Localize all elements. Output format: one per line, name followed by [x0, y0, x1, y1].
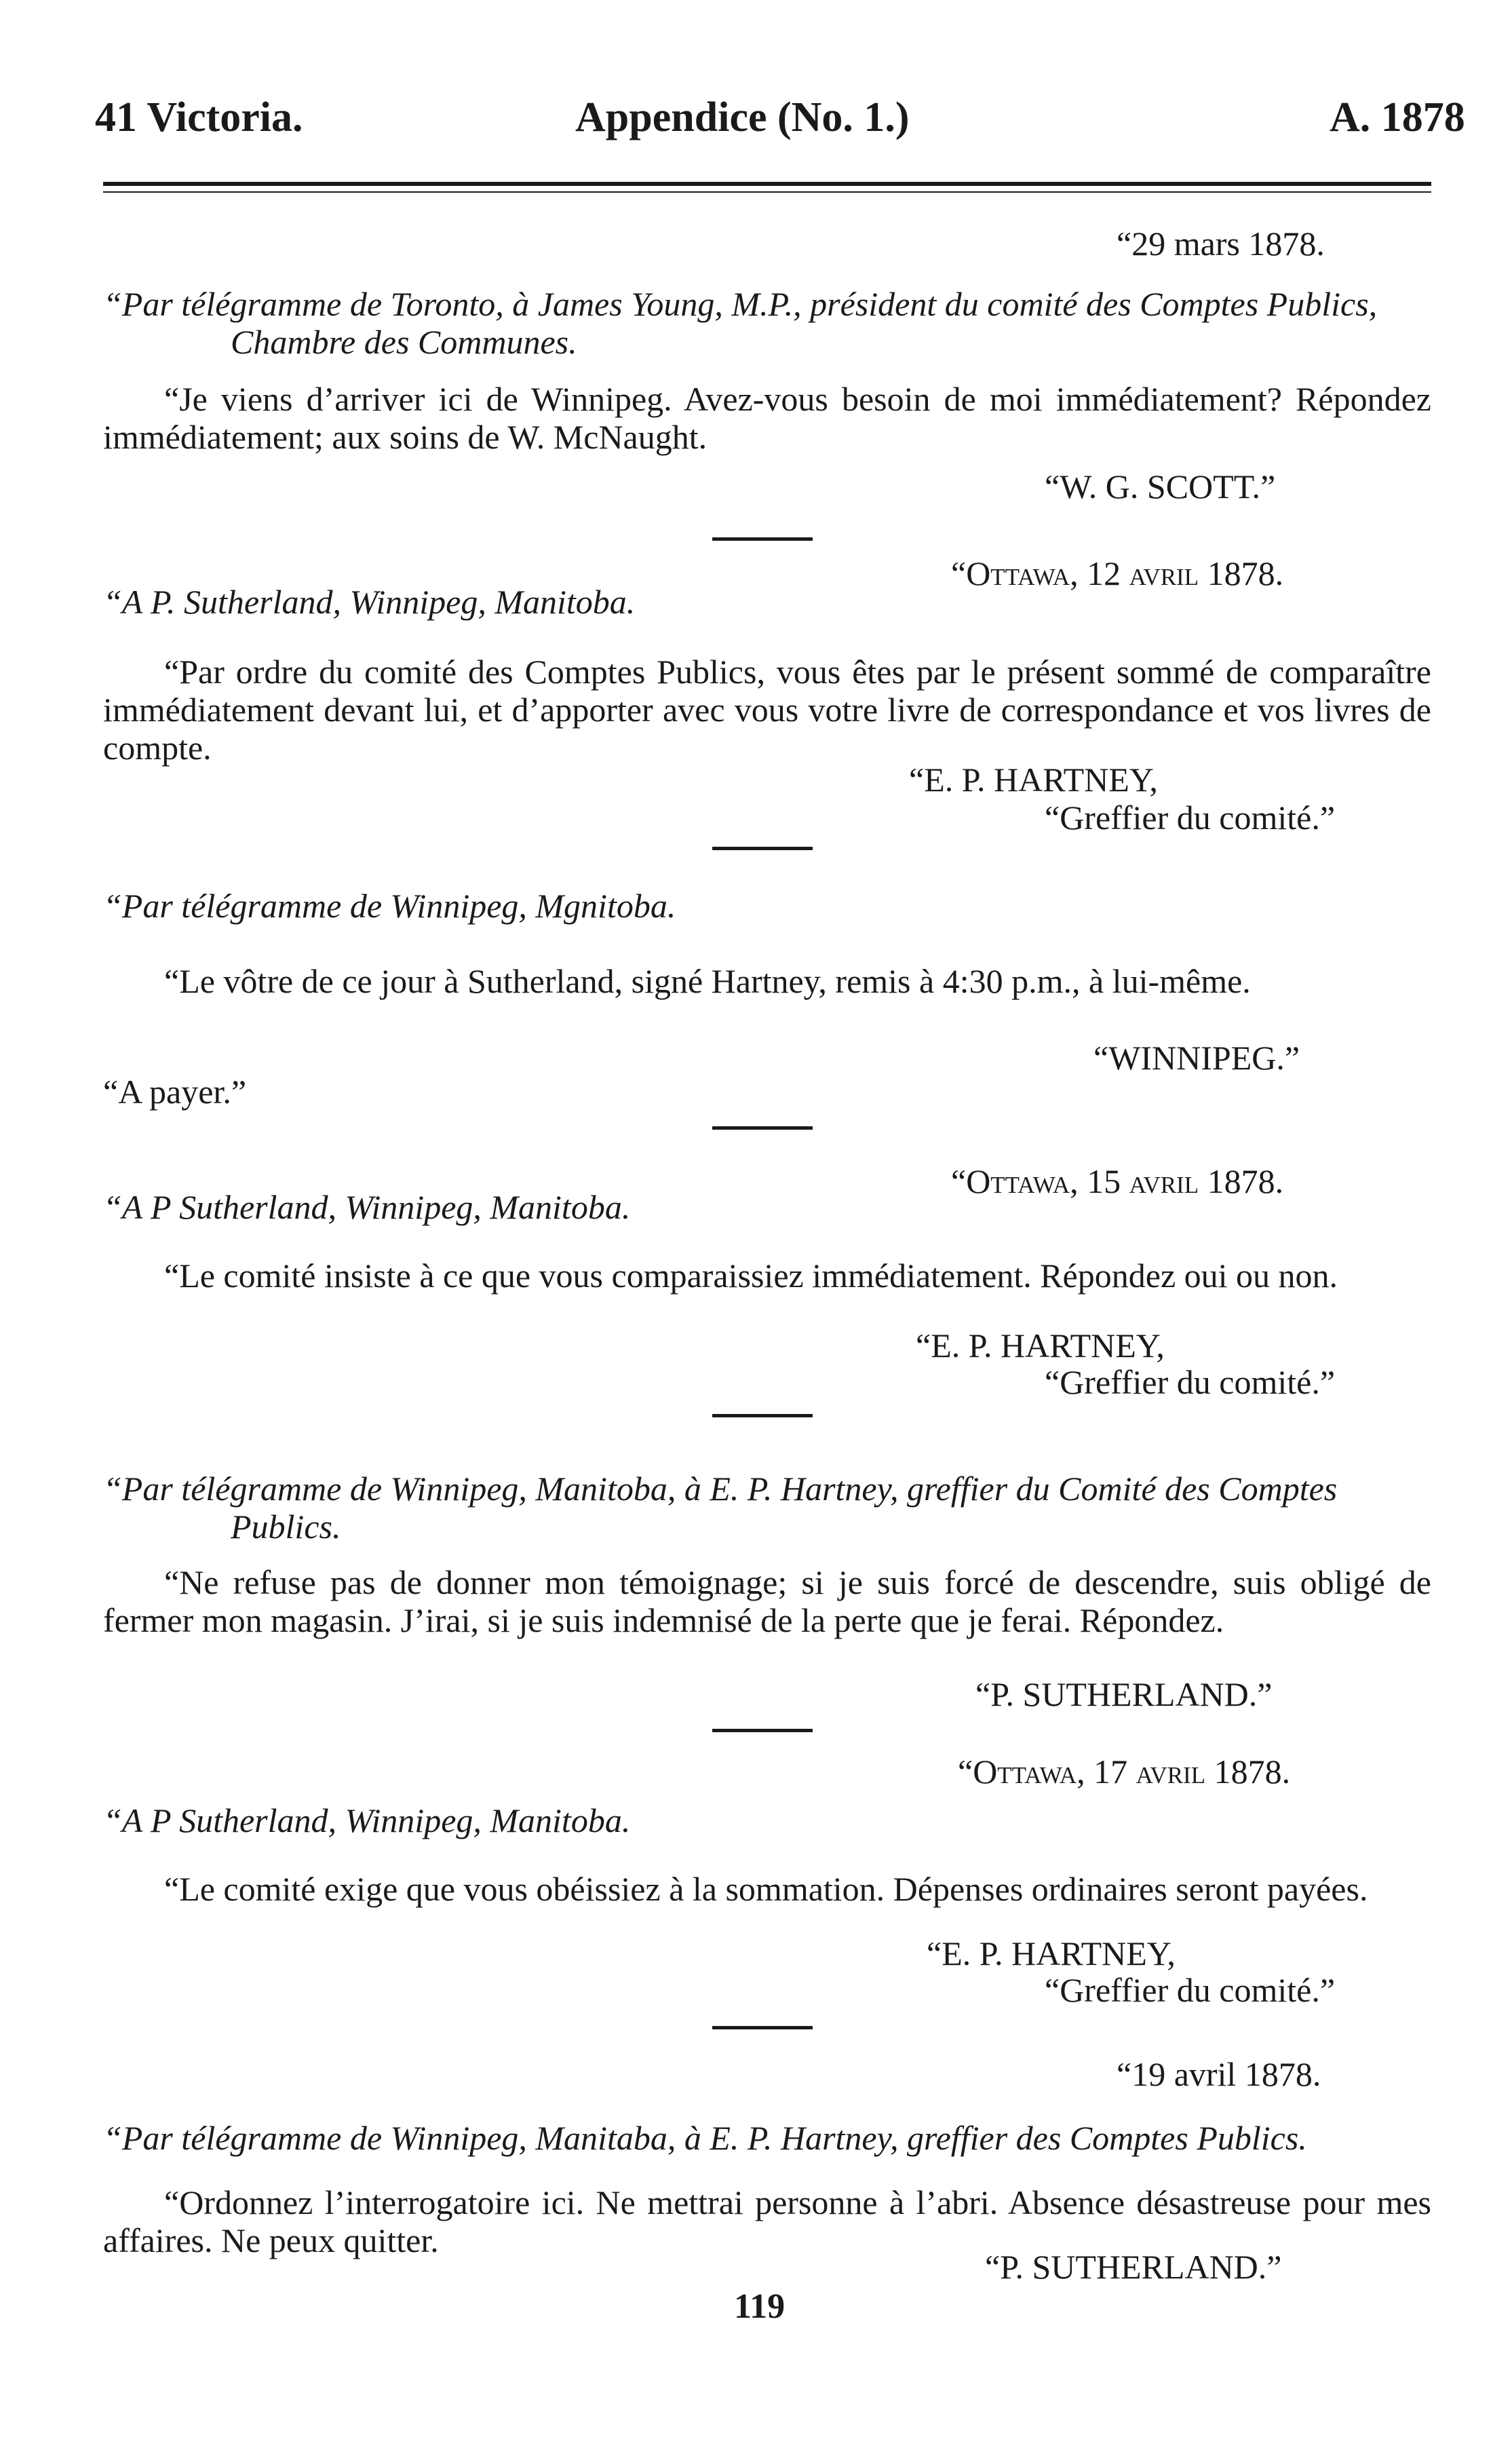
header-center: Appendice (No. 1.): [575, 94, 910, 140]
entry-signature: “P. SUTHERLAND.”: [985, 2248, 1282, 2286]
entry-signature-title: “Greffier du comité.”: [1045, 799, 1336, 837]
entry-heading: “A P Sutherland, Winnipeg, Manitoba.: [103, 1801, 631, 1839]
header-rule-thick: [103, 182, 1431, 186]
entry-signature-title: “Greffier du comité.”: [1045, 1363, 1336, 1401]
entry-date: “19 avril 1878.: [1117, 2055, 1321, 2093]
separator-rule: [712, 1729, 813, 1732]
entry-body: “Le comité insiste à ce que vous comparaissiez immédiatement. Répondez oui ou non.: [164, 1257, 1338, 1295]
entry-date: “Ottawa, 12 avril 1878.: [951, 554, 1284, 592]
entry-note: “A payer.”: [103, 1073, 247, 1111]
entry-signature: “WINNIPEG.”: [1093, 1039, 1300, 1077]
entry-signature-title: “Greffier du comité.”: [1045, 1971, 1336, 2009]
entry-body: “Ne refuse pas de donner mon témoignage; si je suis forcé de descendre, suis obligé de fermer mon magasin. J’irai, si je suis indemnisé de la perte que je ferai. Répondez.: [103, 1563, 1431, 1639]
entry-body: “Je viens d’arriver ici de Winnipeg. Avez-vous besoin de moi immédiatement? Répondez immédiatement; aux soins de W. McNaught.: [103, 380, 1431, 456]
entry-body: “Le comité exige que vous obéissiez à la sommation. Dépenses ordinaires seront payées.: [164, 1870, 1368, 1908]
separator-rule: [712, 1414, 813, 1417]
separator-rule: [712, 2026, 813, 2029]
entry-heading: “Par télégramme de Winnipeg, Mgnitoba.: [103, 887, 676, 925]
entry-signature: “E. P. HARTNEY,: [909, 761, 1158, 799]
separator-rule: [712, 847, 813, 850]
entry-heading: “Par télégramme de Toronto, à James Young, M.P., président du comité des Comptes Publics, Chambre des Communes.: [103, 285, 1378, 361]
separator-rule: [712, 537, 813, 541]
entry-heading: “Par télégramme de Winnipeg, Manitoba, à E. P. Hartney, greffier du Comité des Comptes Publics.: [103, 1470, 1338, 1546]
entry-body: “Le vôtre de ce jour à Sutherland, signé Hartney, remis à 4:30 p.m., à lui-même.: [164, 962, 1251, 1000]
header-left: 41 Victoria.: [95, 94, 303, 140]
header-right: A. 1878: [1330, 94, 1465, 140]
entry-date: “Ottawa, 17 avril 1878.: [958, 1753, 1291, 1791]
entry-date: “Ottawa, 15 avril 1878.: [951, 1162, 1284, 1200]
entry-heading: “Par télégramme de Winnipeg, Manitaba, à E. P. Hartney, greffier des Comptes Publics.: [103, 2119, 1307, 2157]
entry-body: “Ordonnez l’interrogatoire ici. Ne mettrai personne à l’abri. Absence désastreuse pour mes affaires. Ne peux quitter.: [103, 2183, 1431, 2259]
entry-signature: “P. SUTHERLAND.”: [975, 1675, 1273, 1713]
entry-signature: “W. G. SCOTT.”: [1045, 467, 1276, 505]
entry-body: “Par ordre du comité des Comptes Publics, vous êtes par le présent sommé de comparaître immédiatement devant lui, et d’apporter avec vous votre livre de correspondance et vos livres de compte.: [103, 653, 1431, 767]
entry-signature: “E. P. HARTNEY,: [916, 1326, 1165, 1364]
page-number: 119: [734, 2287, 786, 2326]
entry-date: “29 mars 1878.: [1117, 225, 1325, 263]
header-rule-thin: [103, 191, 1431, 193]
separator-rule: [712, 1126, 813, 1130]
entry-heading: “A P Sutherland, Winnipeg, Manitoba.: [103, 1188, 631, 1226]
entry-signature: “E. P. HARTNEY,: [927, 1934, 1176, 1972]
entry-heading: “A P. Sutherland, Winnipeg, Manitoba.: [103, 583, 636, 621]
